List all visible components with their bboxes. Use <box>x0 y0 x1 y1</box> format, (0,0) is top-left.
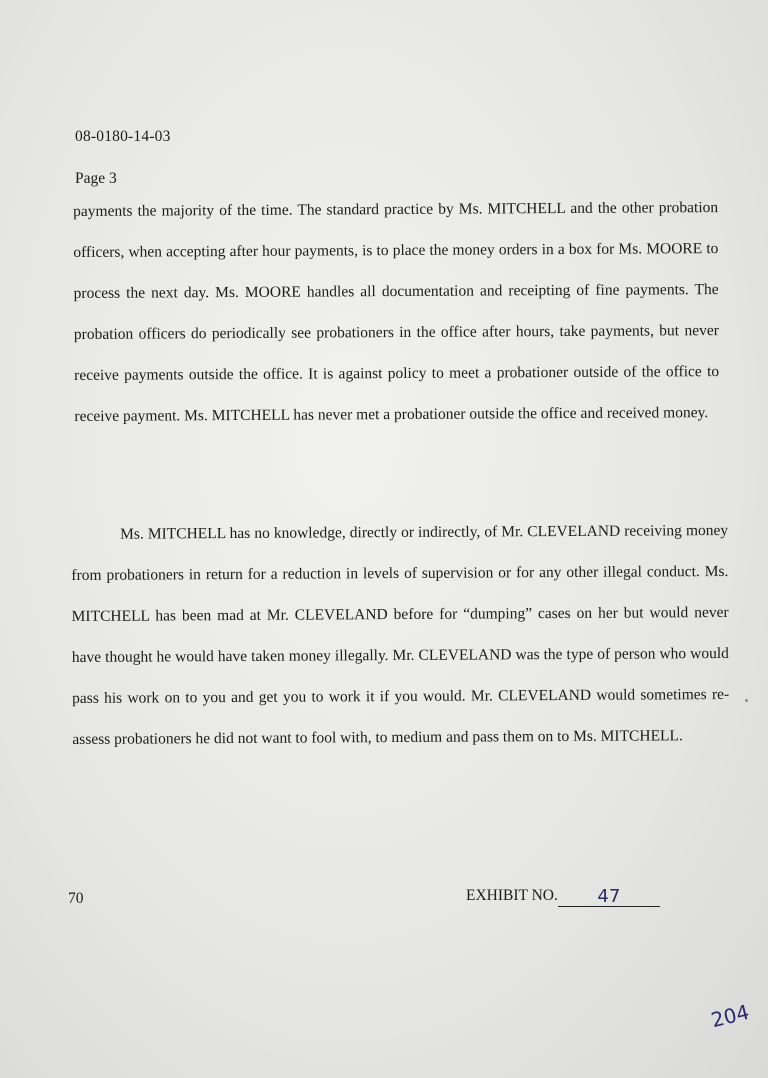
case-number: 08-0180-14-03 <box>75 128 171 145</box>
paragraph-1: payments the majority of the time. The standard practice by Ms. MITCHELL and the other probation officers, when accepting after hour payments, is to place the money orders in a box for Ms. MOORE to process the next day. Ms. MOORE handles all documentation and receipting of fine payments. The probation officers do periodically see probationers in the office after hours, take payments, but never receive payments outside the office. It is against policy to meet a probationer outside of the office to receive payment. Ms. MITCHELL has never met a probationer outside the office and received money. <box>73 199 720 425</box>
paragraph-2: Ms. MITCHELL has no knowledge, directly or indirectly, of Mr. CLEVELAND receiving money from probationers in return for a reduction in levels of supervision or for any other illegal conduct. Ms. MITCHELL has been mad at Mr. CLEVELAND before for “dumping” cases on her but would never have thought he would have taken money illegally. Mr. CLEVELAND was the type of person who would pass his work on to you and get you to work it if you would. Mr. CLEVELAND would sometimes re-assess probationers he did not want to fool with, to medium and pass them on to Ms. MITCHELL. <box>71 521 730 748</box>
handwritten-page-number: 204 <box>708 999 752 1033</box>
exhibit-label-line <box>466 886 660 905</box>
exhibit-number-handwritten: 47 <box>558 888 660 907</box>
speck <box>745 699 748 702</box>
page-label: Page 3 <box>75 170 117 187</box>
exhibit-label: EXHIBIT NO. <box>466 887 558 904</box>
footer-number: 70 <box>68 890 84 907</box>
